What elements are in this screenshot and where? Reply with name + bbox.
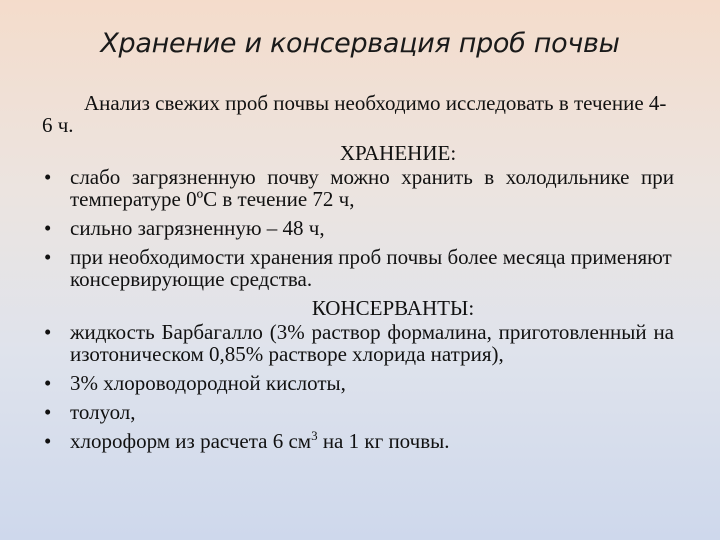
list-item-text: толуол, [70,400,136,424]
list-item-text: 3% хлороводородной кислоты, [70,371,346,395]
list-item [42,401,674,423]
list-item-text-before: хлороформ из расчета 6 см [70,429,312,453]
bullet-icon: • [44,216,52,240]
bullet-icon: • [44,400,52,424]
preservatives-heading: КОНСЕРВАНТЫ: [311,296,475,320]
storage-list [42,166,674,290]
storage-heading: ХРАНЕНИЕ: [339,141,457,165]
bullet-icon: • [44,320,52,344]
bullet-icon: • [44,245,52,269]
list-item [42,217,674,239]
list-item [42,246,674,290]
list-item-text: жидкость Барбагалло (3% раствор формалина, приготовленный на изотоническом 0,85% растворе хлорида натрия), [70,320,674,366]
preservatives-list [42,321,674,452]
list-item [42,372,674,394]
superscript: 3 [311,428,318,443]
slide-body [42,92,674,459]
bullet-icon: • [44,429,52,453]
bullet-icon: • [44,165,52,189]
list-item-text: сильно загрязненную – 48 ч, [70,216,325,240]
intro-paragraph: Анализ свежих проб почвы необходимо исследовать в течение 4-6 ч. [42,91,667,137]
list-item-text: при необходимости хранения проб почвы более месяца применяют консервирующие средства. [70,245,672,291]
list-item [42,430,674,452]
list-item [42,321,674,365]
list-item-text: слабо загрязненную почву можно хранить в холодильнике при температуре 0ºС в течение 72 ч, [70,165,674,211]
list-item-text-after: на 1 кг почвы. [317,429,450,453]
slide-title: Хранение и консервация проб почвы [100,28,620,59]
list-item [42,166,674,210]
bullet-icon: • [44,371,52,395]
